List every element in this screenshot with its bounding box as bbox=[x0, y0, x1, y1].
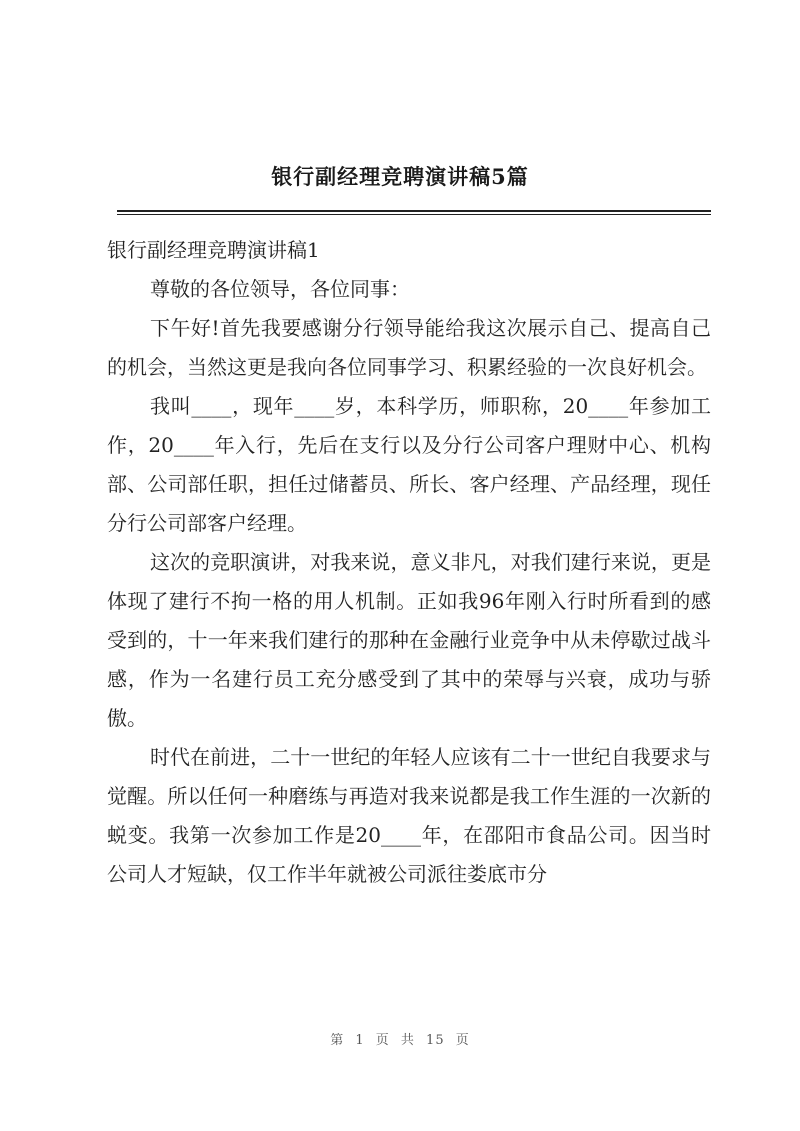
document-title: 银行副经理竞聘演讲稿5篇 bbox=[271, 164, 529, 189]
section-heading: 银行副经理竞聘演讲稿1 bbox=[107, 238, 320, 262]
title-rule-thin bbox=[117, 214, 711, 215]
paragraph-greeting: 下午好!首先我要感谢分行领导能给我这次展示自己、提高自己的机会，当然这更是我向各位同事学习、积累经验的一次良好机会。 bbox=[107, 316, 711, 379]
page-number: 第 1 页 共 15 页 bbox=[330, 1033, 470, 1048]
title-rule-thick bbox=[117, 210, 711, 212]
paragraph-career: 时代在前进，二十一世纪的年轻人应该有二十一世纪自我要求与觉醒。所以任何一种磨练与再造对我来说都是我工作生涯的一次新的蜕变。我第一次参加工作是20____年，在邵阳市食品公司。因当时公司人才短缺，仅工作半年就被公司派往娄底市分 bbox=[107, 745, 711, 886]
paragraph-introduction: 我叫____，现年____岁，本科学历，师职称，20____年参加工作，20____年入行，先后在支行以及分行公司客户理财中心、机构部、公司部任职，担任过储蓄员、所长、客户经理、产品经理，现任分行公司部客户经理。 bbox=[107, 394, 711, 535]
paragraph-salutation: 尊敬的各位领导，各位同事： bbox=[150, 277, 410, 301]
document-body bbox=[107, 231, 711, 894]
paragraph-significance: 这次的竞职演讲，对我来说，意义非凡，对我们建行来说，更是体现了建行不拘一格的用人机制。正如我96年刚入行时所看到的感受到的，十一年来我们建行的那种在金融行业竞争中从未停歇过战斗感，作为一名建行员工充分感受到了其中的荣辱与兴衰，成功与骄傲。 bbox=[107, 550, 711, 730]
